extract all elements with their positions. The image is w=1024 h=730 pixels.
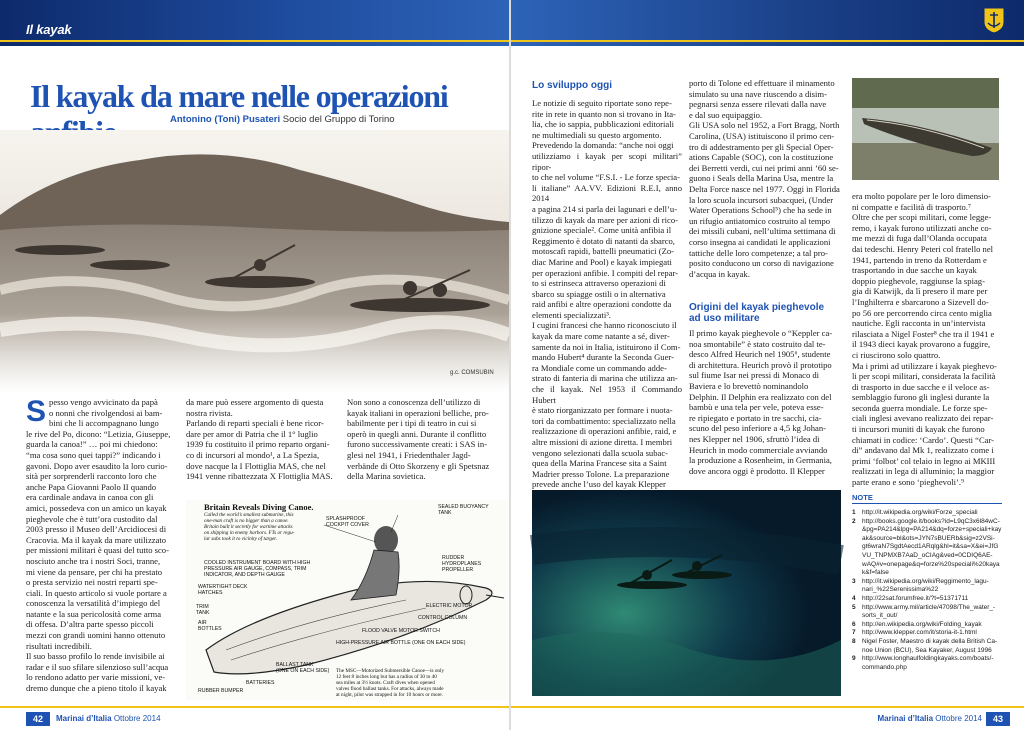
note-number: 9 (852, 655, 856, 663)
note-link[interactable]: http://books.google.it/books?id=L9qC3x6l84wC- &pg=PA214&lpg=PA214&dq=forze+speciali+kay ak&source=bl&ots=JYN7sBUERb&sig=z2VSi- gt6wraN7SgdtAecd1ARqlg&hl=it&sa=X&ei=JfG VU_TNPMXB7AaD_oCIAg&ved=0CDIQ6AE- wAQ#v=onepage&q=forze%20speciali%20kaya k&f=false (862, 517, 1002, 577)
diagram-title: Britain Reveals Diving Canoe. (204, 502, 314, 512)
diagram-label-rudder: RUDDER HYDROPLANES PROPELLER (442, 555, 482, 573)
note-item (852, 621, 1008, 630)
section-heading-origini: Origini del kayak pieghevole ad uso militare (689, 302, 825, 324)
diagram-label-electric-motor: ELECTRIC MOTOR (426, 603, 473, 609)
diagram-label-buoyancy-tank: SEALED BUOYANCY TANK (438, 504, 489, 516)
diagram-subtitle: Called the world’s smallest submarine, this one-man craft is no bigger than a canoe. Britain built it secretly for wartime attacks on shipping in enemy harbors. FTs or regu- lar subs took it to vicinity of target. (204, 512, 295, 542)
note-link[interactable]: http://www.army.mil/article/47098/The_water_- sorts_it_out/ (862, 603, 996, 620)
section-heading-sviluppo: Lo sviluppo oggi (532, 80, 612, 91)
note-item (852, 578, 1008, 595)
note-number: 4 (852, 594, 856, 602)
note-item (852, 595, 1008, 604)
note-item (852, 655, 1008, 672)
diagram-label-batteries: BATTERIES (246, 680, 275, 686)
notes-rule (852, 503, 1002, 504)
right-column-1: Le notizie di seguito riportate sono repe- rite in rete in quanto non si trovano in Ita- lia, che io sappia, pubblicazioni editoriali ne multimediali su questo argomento. Prevedendo la domanda: “anche noi oggi utilizziamo i kayak per scopi militari” ripor- to che nel volume “F.S.I. - Le forze specia- li italiane” AA.VV. Edizioni R.E.I, anno 2014 a pagina 214 si parla dei lagunari e dell’u- tilizzo di kayak da mare per azioni di rico- gnizione speciale². Come unità anfibia il Reggimento è dotato di natanti da sbarco, motoscafi rapidi, battelli pneumatici (Zo- diac Marine and Pool) e kayak impiegati per operazioni anfibie. I compiti del repar- to si estrinseca attraverso operazioni di sbarco su spiagge ostili o in alternativa raid anfibi e altre operazioni condotte da elementi specializzati³. I cugini francesi che hanno riconosciuto il kayak da mare come natante a sé, diver- samente da noi in Italia, istituirono il Com- mando Hubert⁴ durante la Seconda Guer- ra Mondiale come un commando adde- strato di fanteria di marina che utilizza an- che il kayak. Nel 1953 il Commando Hubert è stato riorganizzato per formare i nuota- tori da combattimento: specializzato nella realizzazione di operazioni anfibie, raid, e altre missioni di azione diretta. I membri vengono selezionati dalla scuola subac- quea della Marina Francese sita a Saint Madrier presso Tolone. La preparazione prevede anche l’uso del kayak Klepper (532, 98, 682, 490)
page-number-right: 43 (986, 712, 1010, 726)
body-column-2: da mare può essere argomento di questa nostra rivista. Parlando di reparti speciali è bene ricor- dare per amor di Patria che il 1° luglio 1939 fu costituito il primo reparto organi- co di incursori al mondo¹, a La Spezia, dove nacque la I Flottiglia MAS, che nel 1941 venne ribattezzata X Flottiglia MAS. (186, 397, 333, 482)
navy-emblem-icon (982, 6, 1006, 34)
right-column-2b: Il primo kayak pieghevole o “Keppler ca- noa smontabile” è stato costruito dal te- desco Alfred Heurich nel 1905⁶, studente di architettura. Heurich provò il prototipo sul fiume Isar nei pressi di Monaco di Baviera e lo brevettò nominandolo Delphin. Il Delphin era realizzato con del bambù e una tela per vele, poteva esse- re ripiegato e portato in tre sacchi, cia- scuno del peso inferiore a 4,5 kg Johan- nes Klepper nel 1906, sfruttò l’idea di Heurich in modo commerciale avviando la produzione a Rosenheim, in Germania, dove ancora oggi è prodotto. Il Klepper (689, 328, 833, 476)
diagram-label-trim-tank: TRIM TANK (196, 604, 210, 616)
note-link[interactable]: http://22sat.forumfree.it/?t=51371711 (862, 594, 969, 602)
right-column-3: era molto popolare per le loro dimensio- ni compatte e facilità di trasporto.⁷ Oltre che per scopi militari, come legge- remo, i kayak furono utilizzati anche co- me mezzi di fuga dall’Olanda occupata dai tedeschi. Henry Peteri col fratello nel 1941, partendo in treno da Rotterdam e trasportando in due sacche un kayak doppio pieghevole, raggiunse la spiag- gia di Katwijk, da lì presero il mare per l’Inghilterra e sbarcarono a Sizevell do- po 56 ore percorrendo circa cento miglia nautiche. Egli racconta in un’intervista rilasciata a Nigel Foster⁸ che tra il 1941 e il 1943 dieci kayak provarono a fuggire, ci riuscirono solo quattro. Ma i primi ad utilizzare i kayak pieghevo- li per scopi militari, considerata la facilità di trasporto in due sacche e il veloce as- semblaggio furono gli inglesi durante la seconda guerra mondiale. Le forze spe- ciali inglesi avevano realizzato dei repar- ti incursori muniti di kayak che furono chiamati in codice: ‘Cardo’. Questi “Car- di” andavano dal Mk 1, realizzato come i primi ‘folbot’ col telaio in legno ai MKIII realizzati in lega di alluminio; la maggior parte erano e sono ‘pieghevoli’.⁹ (852, 191, 997, 488)
diagram-caption: The MSC—Motorized Submersible Canoe—is only 12 feet 8 inches long but has a radius of 30 to 40 sea miles at 3½ knots. Craft dives when opened valves flood ballast tanks. For attacks, always made at night, pilot was strapped in for 10 hours or more. (336, 668, 445, 698)
note-number: 3 (852, 577, 856, 585)
diagram-label-rubber-bumper: RUBBER BUMPER (198, 688, 244, 694)
right-page (511, 0, 1024, 730)
note-link[interactable]: http://www.longhaulfoldingkayaks.com/boats/- commando.php (862, 655, 994, 671)
notes-list (852, 509, 1008, 672)
night-kayak-photo (532, 490, 841, 696)
note-item (852, 604, 1008, 621)
note-link[interactable]: http://en.wikipedia.org/wiki/Folding_kayak (862, 620, 982, 628)
note-number: 7 (852, 629, 856, 637)
issue-date-right: Ottobre 2014 (935, 714, 982, 723)
dropcap: S (26, 395, 47, 428)
photo-credit: g.c. COMSUBIN (450, 370, 494, 376)
header-yellow-rule-right (511, 40, 1024, 42)
diving-canoe-diagram (186, 500, 508, 700)
note-link[interactable]: http://www.klepper.com/it/storia-it-1.html (862, 629, 977, 637)
diagram-label-control-column: CONTROL COLUMN (418, 615, 468, 621)
note-number: 2 (852, 517, 856, 525)
note-text: Nigel Foster, Maestro di kayak della British Ca- noe Union (BCU), Sea Kayaker, August 1996 (862, 637, 998, 654)
note-link[interactable]: http://it.wikipedia.org/wiki/Reggimento_lagu- nari_%22Serenissima%22 (862, 577, 989, 594)
note-item (852, 509, 1008, 518)
diagram-label-cockpit-cover: SPLASHPROOF COCKPIT COVER (326, 516, 369, 528)
note-item (852, 518, 1008, 578)
author-role: Socio del Gruppo di Torino (282, 114, 395, 125)
left-footer (0, 706, 509, 730)
issue-date-left: Ottobre 2014 (113, 714, 161, 723)
note-number: 6 (852, 620, 856, 628)
right-footer (511, 706, 1024, 730)
diagram-label-instrument-board: COOLED INSTRUMENT BOARD WITH HIGH PRESSURE AIR GAUGE, COMPASS, TRIM INDICATOR, AND DEPTH GAUGE (204, 560, 311, 578)
hero-photo-kayaks (0, 130, 509, 392)
note-number: 1 (852, 509, 856, 516)
diagram-label-hatches: WATERTIGHT DECK HATCHES (198, 584, 248, 596)
magazine-name-right: Marinai d’Italia (877, 714, 934, 723)
magazine-name-left: Marinai d’Italia (56, 714, 112, 723)
note-number: 5 (852, 603, 856, 611)
folding-kayak-photo (852, 78, 999, 180)
note-number: 8 (852, 637, 856, 645)
body-column-3: Non sono a conoscenza dell’utilizzo di kayak italiani in operazioni belliche, pro- babilmente per i tipi di teatro in cui si operò in quegli anni. Durante il conflitto furono successivamente creati: i SAS in- glesi nel 1941, i Friedenthaler Jagd- verbände di Otto Skorzeny e gli Spetsnaz della Marina sovietica. (347, 397, 490, 482)
page-number-left: 42 (26, 712, 50, 726)
body-column-1 (26, 397, 172, 703)
byline (170, 114, 395, 125)
section-label: Il kayak (26, 22, 72, 37)
diagram-label-flood-valve: FLOOD VALVE MOTOR SWITCH (362, 628, 440, 634)
body-column-1-text: pesso vengo avvicinato da papà o nonni che rivolgendosi ai bam- bini che li accompagnano lungo le rive del Po, dicono: “Letizia, Giuseppe, guarda la canoa!” … poi mi chiedono: “ma cosa sono quei tappi?” indicando i gavoni. Dopo aver esaudito la loro curio- sità per sorprenderli racconto loro che anche Papa Giovanni Paolo II quando era cardinale andava in canoa con gli amici, possedeva con un amico un kayak pieghevole che è tutt’ora custodito dal 2003 presso il Museo dell’Arcidiocesi di Cracovia. Ma il kayak da mare utilizzato per missioni militari è quasi del tutto sco- nosciuto anche tra i nostri Soci, tranne, mi viene da pensare, per chi ha prestato o presta servizio nei nostri reparti spe- ciali. In questo articolo si vuole portare a conoscenza la versatilità d’impiego del natante e la sua pericolosità come arma di offesa. D’altra parte spesso piccoli mezzi con grandi uomini hanno ottenuto risultati incredibili. Il suo basso profilo lo rende invisibile ai radar e il suo sfilare silenzioso sull’acqua lo rendono adatto per varie missioni, ve- dremo dunque che a pieno titolo il kayak (26, 397, 171, 694)
right-column-2a: porto di Tolone ed effettuare il minamento simulato su una nave riuscendo a disim- pegnarsi senza essere rilevati dalla nave e dal suo equipaggio. Gli USA solo nel 1952, a Fort Bragg, North Carolina, (USA) istituiscono il primo cen- tro di addestramento per gli Special Oper- ations Capable (SOC), con la costituzione dei Berretti verdi, cui nei primi anni ’60 se- guono i Seals della Marina Usa, mentre la Delta Force nasce nel 1977. Oggi in Florida la loro scuola incursori subacquei, (Under Water Operations School⁵) che ha sede in un rifugio antiatomico costruito al tempo dei missili cubani, nell’ultima settimana di corso insegna ai candidati le applicazioni tattiche delle loro competenze; a tal pro- posito conducono un corso di navigazione d’acqua in kayak. (689, 78, 840, 279)
left-page (0, 0, 509, 730)
magazine-credit-right (877, 714, 982, 723)
diagram-label-ballast-tank: BALLAST TANK (ONE ON EACH SIDE) (276, 662, 330, 674)
note-link[interactable]: http://it.wikipedia.org/wiki/Forze_speciali (862, 509, 978, 516)
magazine-credit-left (56, 714, 161, 723)
note-item (852, 638, 1008, 655)
author-name: Antonino (Toni) Pusateri (170, 114, 281, 125)
diagram-label-air-bottles: AIR BOTTLES (198, 620, 222, 632)
diagram-label-air-bottle-sides: HIGH-PRESSURE AIR BOTTLE (ONE ON EACH SIDE) (336, 640, 466, 646)
header-yellow-rule (0, 40, 509, 42)
note-item (852, 629, 1008, 638)
notes-title: NOTE (852, 493, 873, 502)
article-title: Il kayak da mare nelle operazioni (30, 78, 448, 114)
